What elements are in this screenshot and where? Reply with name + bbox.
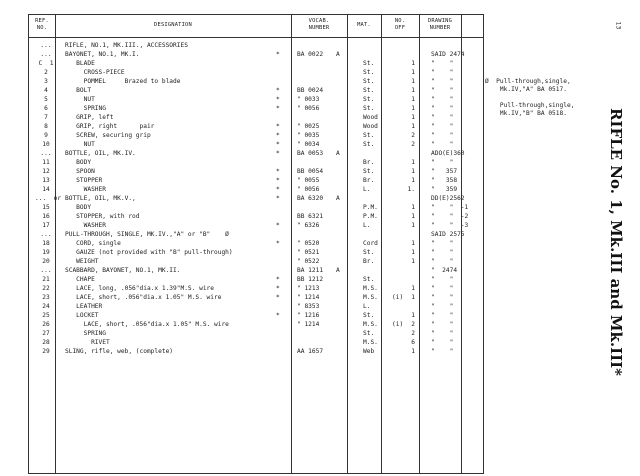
table-row xyxy=(29,113,483,122)
star-cell: * xyxy=(276,51,280,58)
material-cell: Br. xyxy=(363,159,375,166)
drawing-cell: SAID 2575 xyxy=(431,231,465,238)
off-note-cell: (i) xyxy=(392,294,404,301)
off-cell: 2 xyxy=(411,141,415,148)
off-cell: 2 xyxy=(411,321,415,328)
table-row xyxy=(29,311,483,320)
drawing-cell: " " xyxy=(431,276,454,283)
off-cell: 1 xyxy=(411,69,415,76)
off-cell: 1 xyxy=(411,249,415,256)
drawing-cell: " " -1 xyxy=(431,204,469,211)
ref-cell: 5 xyxy=(44,96,48,103)
material-cell: St. xyxy=(363,249,375,256)
off-cell: 1 xyxy=(411,123,415,130)
designation-cell: SPOON xyxy=(65,168,95,175)
designation-cell: SPRING xyxy=(65,105,106,112)
ref-cell: 26 xyxy=(42,321,50,328)
drawing-cell: " " xyxy=(431,294,454,301)
off-cell: 1 xyxy=(411,87,415,94)
star-cell: * xyxy=(276,240,280,247)
table-row xyxy=(29,185,483,194)
side-title-text: RIFLE No. 1, Mk.III and Mk.III* xyxy=(607,107,625,377)
material-cell: St. xyxy=(363,132,375,139)
material-cell: L. xyxy=(363,303,371,310)
material-cell: St. xyxy=(363,69,375,76)
table-row xyxy=(29,320,483,329)
drawing-cell: " " xyxy=(431,330,454,337)
drawing-cell: " 2474 xyxy=(431,267,458,274)
table-row xyxy=(29,230,483,239)
material-cell: M.S. xyxy=(363,321,378,328)
designation-cell: NUT xyxy=(65,96,95,103)
designation-cell: SCREW, securing grip xyxy=(65,132,151,139)
star-cell: * xyxy=(276,96,280,103)
vocab-cell: BB 1212 xyxy=(297,276,324,283)
drawing-cell: " 357 xyxy=(431,168,458,175)
drawing-cell: DD(E)2562 xyxy=(431,195,465,202)
off-cell: 1. xyxy=(407,186,415,193)
side-title xyxy=(606,92,626,392)
star-cell: * xyxy=(276,285,280,292)
off-cell: 1 xyxy=(411,213,415,220)
material-cell: Wood xyxy=(363,123,378,130)
ref-cell: 9 xyxy=(44,132,48,139)
drawing-cell: " " xyxy=(431,69,454,76)
ref-cell: 4 xyxy=(44,87,48,94)
vocab-cell: BA 0022 xyxy=(297,51,324,58)
designation-cell: LACE, long, .056"dia.x 1.39"M.S. wire xyxy=(65,285,215,292)
ref-cell: ... xyxy=(40,150,52,157)
designation-cell: NUT xyxy=(65,141,95,148)
table-row xyxy=(29,158,483,167)
drawing-cell: " " xyxy=(431,240,454,247)
table-row xyxy=(29,329,483,338)
vocab-cell: " 0025 xyxy=(297,123,320,130)
ref-cell: 8 xyxy=(44,123,48,130)
table-row xyxy=(29,149,483,158)
off-cell: 1 xyxy=(411,168,415,175)
designation-cell: WASHER xyxy=(65,186,106,193)
drawing-cell: " " xyxy=(431,258,454,265)
vocab-cell: " 0055 xyxy=(297,177,320,184)
drawing-cell: " " xyxy=(431,96,454,103)
vocab-cell: " 1213 xyxy=(297,285,320,292)
drawing-cell: " " xyxy=(431,87,454,94)
material-cell: St. xyxy=(363,60,375,67)
vocab-cell: " 1214 xyxy=(297,294,320,301)
ref-cell: 11 xyxy=(42,159,50,166)
ref-cell: 28 xyxy=(42,339,50,346)
footnote-line: Mk.IV,"B" BA 0518. xyxy=(485,110,567,117)
off-cell: 1 xyxy=(411,204,415,211)
drawing-cell: " " xyxy=(431,348,454,355)
vocab-cell: BA 0053 xyxy=(297,150,324,157)
vocab-cell: " 0056 xyxy=(297,105,320,112)
header-designation: DESIGNATION xyxy=(154,22,192,28)
off-cell: 1 xyxy=(411,285,415,292)
table-row xyxy=(29,140,483,149)
ref-cell: 3 xyxy=(44,78,48,85)
vocab-cell: " 0521 xyxy=(297,249,320,256)
vocab-cell: BB 0054 xyxy=(297,168,324,175)
drawing-cell: " " xyxy=(431,159,454,166)
designation-cell: CROSS-PIECE xyxy=(65,69,125,76)
table-body xyxy=(29,41,483,356)
drawing-cell: " " xyxy=(431,312,454,319)
ref-cell: 18 xyxy=(42,240,50,247)
ref-cell: 7 xyxy=(44,114,48,121)
off-cell: 1 xyxy=(411,177,415,184)
designation-cell: LOCKET xyxy=(65,312,99,319)
ref-cell: 20 xyxy=(42,258,50,265)
drawing-cell: " " -3 xyxy=(431,222,469,229)
ref-cell: 17 xyxy=(42,222,50,229)
material-cell: St. xyxy=(363,168,375,175)
off-cell: 1 xyxy=(411,105,415,112)
off-cell: 1 xyxy=(411,78,415,85)
header-mat: MAT. xyxy=(357,22,371,28)
designation-cell: BOTTLE, OIL, MK.V., xyxy=(65,195,136,202)
vocab-cell: BA 6320 xyxy=(297,195,324,202)
ref-cell: 14 xyxy=(42,186,50,193)
table-row xyxy=(29,275,483,284)
ref-cell: 10 xyxy=(42,141,50,148)
designation-cell: CHAPE xyxy=(65,276,95,283)
off-cell: 1 xyxy=(411,294,415,301)
designation-cell: BLADE xyxy=(65,60,95,67)
footnote-line: Mk.IV,"A" BA 0517. xyxy=(485,86,567,93)
off-cell: 1 xyxy=(411,96,415,103)
table-row xyxy=(29,266,483,275)
off-cell: 1 xyxy=(411,348,415,355)
off-cell: 1 xyxy=(411,222,415,229)
off-cell: 1 xyxy=(411,60,415,67)
table-row xyxy=(29,302,483,311)
designation-cell: POMMEL Brazed to blade xyxy=(65,78,181,85)
table-row xyxy=(29,167,483,176)
material-cell: L. xyxy=(363,222,371,229)
material-cell: Wood xyxy=(363,114,378,121)
star-cell: * xyxy=(276,150,280,157)
header-drawing: DRAWING NUMBER xyxy=(427,18,453,31)
star-cell: * xyxy=(276,276,280,283)
designation-cell: BOLT xyxy=(65,87,92,94)
vocab-cell: " 1214 xyxy=(297,321,320,328)
table-row xyxy=(29,293,483,302)
off-cell: 6 xyxy=(411,339,415,346)
ref-cell: 21 xyxy=(42,276,50,283)
designation-cell: STOPPER, with rod xyxy=(65,213,140,220)
drawing-cell: " " xyxy=(431,132,454,139)
designation-cell: WEIGHT xyxy=(65,258,99,265)
ref-cell: C 1 xyxy=(38,60,54,67)
designation-cell: GRIP, right pair xyxy=(65,123,155,130)
star-cell: * xyxy=(276,105,280,112)
designation-cell: BAYONET, NO.1, MK.I. xyxy=(65,51,140,58)
off-cell: 1 xyxy=(411,258,415,265)
header-divider xyxy=(29,37,483,38)
star-cell: * xyxy=(276,186,280,193)
table-row xyxy=(29,212,483,221)
ref-cell: 2 xyxy=(44,69,48,76)
off-cell: 1 xyxy=(411,114,415,121)
designation-cell: GAUZE (not provided with "B" pull-through) xyxy=(65,249,233,256)
ref-cell: 6 xyxy=(44,105,48,112)
star-cell: * xyxy=(276,168,280,175)
designation-cell: LACE, short, .056"dia.x 1.05" M.S. wire xyxy=(65,321,229,328)
material-cell: St. xyxy=(363,276,375,283)
ref-cell: ... xyxy=(40,267,52,274)
vocab-cell: " 0035 xyxy=(297,132,320,139)
designation-cell: PULL-THROUGH, SINGLE, MK.IV.,"A" or "B" Ø xyxy=(65,231,229,238)
material-cell: M.S. xyxy=(363,339,378,346)
class-cell: A xyxy=(336,150,340,157)
vocab-cell: " 0033 xyxy=(297,96,320,103)
drawing-cell: " " xyxy=(431,141,454,148)
designation-cell: BOTTLE, OIL, MK.IV. xyxy=(65,150,136,157)
vocab-cell: " 0034 xyxy=(297,141,320,148)
designation-cell: RIFLE, NO.1, MK.III., ACCESSORIES xyxy=(65,42,188,49)
designation-cell: SCABBARD, BAYONET, NO.1, MK.II. xyxy=(65,267,181,274)
ref-cell: 27 xyxy=(42,330,50,337)
table-row xyxy=(29,347,483,356)
ref-cell: 16 xyxy=(42,213,50,220)
ref-cell: 12 xyxy=(42,168,50,175)
class-cell: A xyxy=(336,267,340,274)
table-row xyxy=(29,68,483,77)
star-cell: * xyxy=(276,132,280,139)
drawing-cell: " " xyxy=(431,114,454,121)
star-cell: * xyxy=(276,123,280,130)
drawing-cell: " 358 xyxy=(431,177,458,184)
table-row xyxy=(29,77,483,86)
material-cell: Br. xyxy=(363,177,375,184)
class-cell: A xyxy=(336,195,340,202)
material-cell: Web xyxy=(363,348,375,355)
vocab-cell: " 0520 xyxy=(297,240,320,247)
star-cell: * xyxy=(276,294,280,301)
table-row xyxy=(29,194,483,203)
drawing-cell: SAID 2474 xyxy=(431,51,465,58)
material-cell: St. xyxy=(363,105,375,112)
drawing-cell: " " xyxy=(431,249,454,256)
parts-table xyxy=(28,14,484,474)
designation-cell: LACE, short, .056"dia.x 1.05" M.S. wire xyxy=(65,294,222,301)
designation-cell: BODY xyxy=(65,159,92,166)
star-cell: * xyxy=(276,141,280,148)
drawing-cell: " " xyxy=(431,123,454,130)
designation-cell: SLING, rifle, web, (complete) xyxy=(65,348,174,355)
ref-cell: 22 xyxy=(42,285,50,292)
off-cell: 2 xyxy=(411,330,415,337)
designation-cell: LEATHER xyxy=(65,303,103,310)
table-row xyxy=(29,86,483,95)
material-cell: St. xyxy=(363,78,375,85)
material-cell: St. xyxy=(363,330,375,337)
off-cell: 1 xyxy=(411,159,415,166)
table-row xyxy=(29,95,483,104)
designation-cell: BODY xyxy=(65,204,92,211)
drawing-cell: " " xyxy=(431,285,454,292)
designation-cell: STOPPER xyxy=(65,177,103,184)
off-cell: 1 xyxy=(411,240,415,247)
designation-cell: WASHER xyxy=(65,222,106,229)
off-note-cell: (i) xyxy=(392,321,404,328)
table-row xyxy=(29,131,483,140)
table-row xyxy=(29,248,483,257)
table-row xyxy=(29,203,483,212)
drawing-cell: " " xyxy=(431,105,454,112)
footnote-line: Pull-through,single, xyxy=(485,102,575,109)
material-cell: Cord xyxy=(363,240,378,247)
star-cell: * xyxy=(276,312,280,319)
ref-cell: 23 xyxy=(42,294,50,301)
table-row xyxy=(29,41,483,50)
star-cell: * xyxy=(276,87,280,94)
off-cell: 1 xyxy=(411,312,415,319)
vocab-cell: " 1216 xyxy=(297,312,320,319)
vocab-cell: " 0522 xyxy=(297,258,320,265)
table-row xyxy=(29,176,483,185)
designation-cell: CORD, single xyxy=(65,240,121,247)
ref-cell: ... or xyxy=(35,195,62,202)
table-row xyxy=(29,104,483,113)
drawing-cell: " 359 xyxy=(431,186,458,193)
footnote-line: Ø Pull-through,single, xyxy=(485,78,571,85)
material-cell: St. xyxy=(363,87,375,94)
vocab-cell: " 8353 xyxy=(297,303,320,310)
ref-cell: 15 xyxy=(42,204,50,211)
header-vocab: VOCAB. NUMBER xyxy=(308,18,330,31)
ref-cell: 29 xyxy=(42,348,50,355)
ref-cell: ... xyxy=(40,42,52,49)
ref-cell: 19 xyxy=(42,249,50,256)
ref-cell: ... xyxy=(40,51,52,58)
ref-cell: 13 xyxy=(42,177,50,184)
table-row xyxy=(29,257,483,266)
material-cell: M.S. xyxy=(363,294,378,301)
drawing-cell: " " -2 xyxy=(431,213,469,220)
designation-cell: SPRING xyxy=(65,330,106,337)
vocab-cell: AA 1657 xyxy=(297,348,324,355)
material-cell: P.M. xyxy=(363,213,378,220)
material-cell: St. xyxy=(363,141,375,148)
vocab-cell: " 6326 xyxy=(297,222,320,229)
header-ref: REF. NO. xyxy=(35,18,49,31)
material-cell: P.M. xyxy=(363,204,378,211)
material-cell: L. xyxy=(363,186,371,193)
designation-cell: RIVET xyxy=(65,339,110,346)
material-cell: M.S. xyxy=(363,285,378,292)
off-cell: 2 xyxy=(411,132,415,139)
table-row xyxy=(29,50,483,59)
table-row xyxy=(29,338,483,347)
page-number: 13 xyxy=(614,21,622,30)
star-cell: * xyxy=(276,222,280,229)
drawing-cell: " " xyxy=(431,303,454,310)
header-off: NO. OFF xyxy=(394,18,406,31)
vocab-cell: " 0056 xyxy=(297,186,320,193)
drawing-cell: " " xyxy=(431,339,454,346)
table-row xyxy=(29,122,483,131)
material-cell: St. xyxy=(363,96,375,103)
ref-cell: ... xyxy=(40,231,52,238)
class-cell: A xyxy=(336,51,340,58)
star-cell: * xyxy=(276,195,280,202)
drawing-cell: " " xyxy=(431,78,454,85)
designation-cell: GRIP, left xyxy=(65,114,114,121)
table-row xyxy=(29,59,483,68)
ref-cell: 25 xyxy=(42,312,50,319)
drawing-cell: " " xyxy=(431,60,454,67)
ref-cell: 24 xyxy=(42,303,50,310)
table-row xyxy=(29,221,483,230)
vocab-cell: BA 1211 xyxy=(297,267,324,274)
material-cell: St. xyxy=(363,312,375,319)
material-cell: Br. xyxy=(363,258,375,265)
vocab-cell: BB 0024 xyxy=(297,87,324,94)
vocab-cell: BB 6321 xyxy=(297,213,324,220)
drawing-cell: " " xyxy=(431,321,454,328)
table-row xyxy=(29,239,483,248)
drawing-cell: ADO(E)360 xyxy=(431,150,465,157)
table-row xyxy=(29,284,483,293)
star-cell: * xyxy=(276,177,280,184)
